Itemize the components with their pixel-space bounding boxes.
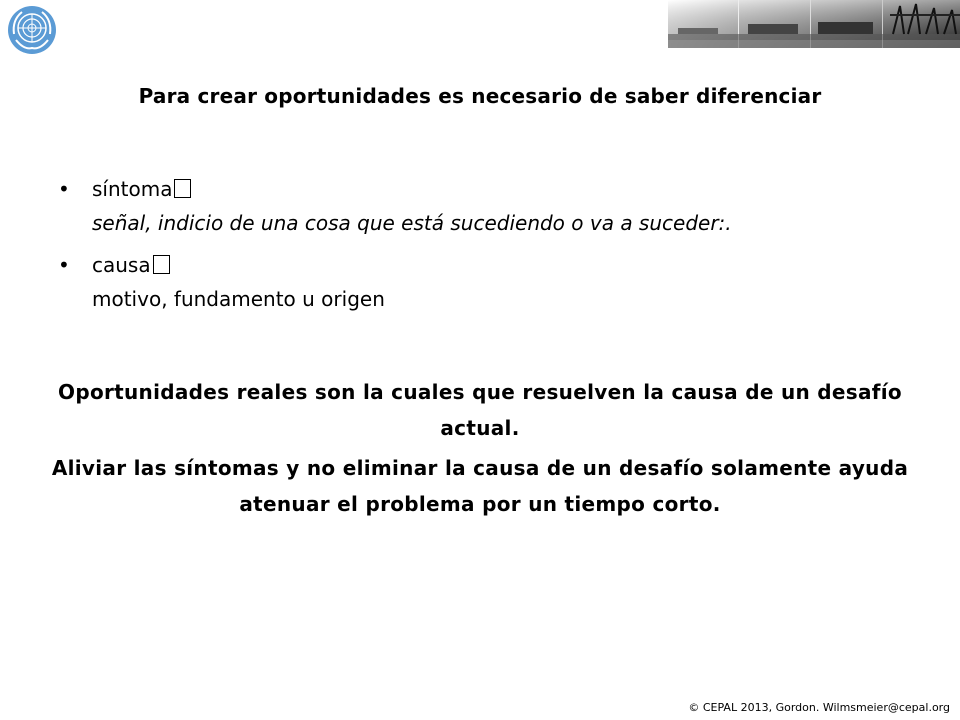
bullet-item-sintoma <box>58 172 918 240</box>
missing-glyph-box-icon <box>153 255 170 274</box>
paragraph-opportunities: Oportunidades reales son la cuales que resuelven la causa de un desafío actual. <box>58 380 902 440</box>
slide-title: Para crear oportunidades es necesario de saber diferenciar <box>138 84 822 108</box>
bullet-list <box>58 172 918 324</box>
bullet-dot-icon: • <box>58 177 70 201</box>
un-emblem-icon <box>6 4 58 56</box>
missing-glyph-box-icon <box>174 179 191 198</box>
bullet-definition: motivo, fundamento u origen <box>92 287 385 311</box>
footer-copyright: © CEPAL 2013, Gordon. Wilmsmeier@cepal.org <box>688 701 950 714</box>
bullet-dot-icon: • <box>58 253 70 277</box>
bullet-item-causa <box>58 248 918 316</box>
paragraph-symptoms: Aliviar las síntomas y no eliminar la causa de un desafío solamente ayuda atenuar el problema por un tiempo corto. <box>51 456 909 516</box>
bullet-term: síntoma <box>92 177 173 201</box>
bullet-term: causa <box>92 253 151 277</box>
port-photo-strip-icon <box>668 0 960 48</box>
bullet-definition: señal, indicio de una cosa que está sucediendo o va a suceder:. <box>92 211 732 235</box>
